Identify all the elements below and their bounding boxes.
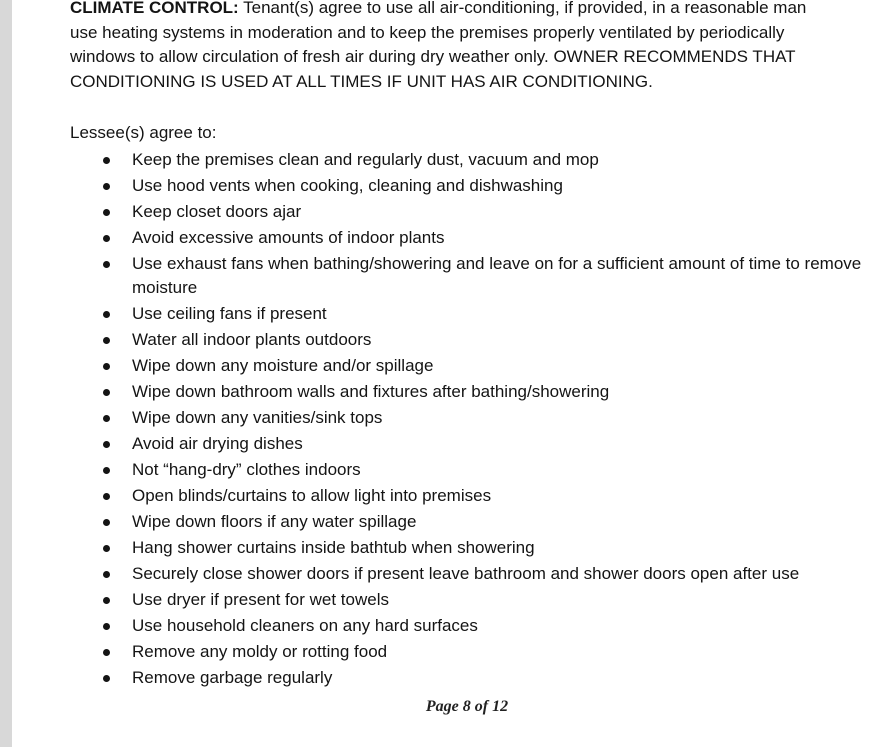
climate-control-heading: CLIMATE CONTROL: bbox=[70, 0, 239, 17]
list-item: Wipe down bathroom walls and fixtures after bathing/showering bbox=[70, 379, 870, 405]
bullet-icon bbox=[103, 183, 110, 190]
climate-control-paragraph bbox=[70, 0, 870, 94]
list-item: Securely close shower doors if present leave bathroom and shower doors open after use bbox=[70, 561, 870, 587]
document-page bbox=[12, 0, 870, 747]
page-footer bbox=[12, 698, 870, 716]
bullet-icon bbox=[103, 389, 110, 396]
bullet-icon bbox=[103, 519, 110, 526]
list-item: Hang shower curtains inside bathtub when showering bbox=[70, 535, 870, 561]
lessee-intro: Lessee(s) agree to: bbox=[70, 123, 217, 142]
list-item: Use hood vents when cooking, cleaning and dishwashing bbox=[70, 173, 870, 199]
list-item: Use household cleaners on any hard surfaces bbox=[70, 613, 870, 639]
paragraph-line-4: CONDITIONING IS USED AT ALL TIMES IF UNIT HAS AIR CONDITIONING. bbox=[70, 71, 653, 91]
bullet-icon bbox=[103, 311, 110, 318]
list-item: Keep the premises clean and regularly dust, vacuum and mop bbox=[70, 147, 870, 173]
list-item: Remove any moldy or rotting food bbox=[70, 639, 870, 665]
page-number: Page 8 of 12 bbox=[425, 698, 509, 715]
bullet-icon bbox=[103, 261, 110, 268]
lessee-obligations-list bbox=[70, 147, 870, 691]
list-item: Wipe down any moisture and/or spillage bbox=[70, 353, 870, 379]
list-item: Wipe down floors if any water spillage bbox=[70, 509, 870, 535]
paragraph-line-2: use heating systems in moderation and to keep the premises properly ventilated by periodically bbox=[70, 22, 785, 42]
list-item: Keep closet doors ajar bbox=[70, 199, 870, 225]
bullet-icon bbox=[103, 493, 110, 500]
bullet-icon bbox=[103, 235, 110, 242]
list-item: Water all indoor plants outdoors bbox=[70, 327, 870, 353]
list-item: Open blinds/curtains to allow light into premises bbox=[70, 483, 870, 509]
bullet-icon bbox=[103, 597, 110, 604]
bullet-icon bbox=[103, 675, 110, 682]
list-item: Avoid excessive amounts of indoor plants bbox=[70, 225, 870, 251]
bullet-icon bbox=[103, 415, 110, 422]
bullet-icon bbox=[103, 649, 110, 656]
paragraph-line-3: windows to allow circulation of fresh air during dry weather only. OWNER RECOMMENDS THAT bbox=[70, 47, 796, 66]
list-item: Wipe down any vanities/sink tops bbox=[70, 405, 870, 431]
paragraph-line bbox=[70, 0, 870, 21]
bullet-icon bbox=[103, 441, 110, 448]
list-item: Use ceiling fans if present bbox=[70, 301, 870, 327]
bullet-icon bbox=[103, 363, 110, 370]
list-item: Use dryer if present for wet towels bbox=[70, 587, 870, 613]
bullet-icon bbox=[103, 545, 110, 552]
list-item: Avoid air drying dishes bbox=[70, 431, 870, 457]
bullet-icon bbox=[103, 209, 110, 216]
bullet-icon bbox=[103, 467, 110, 474]
bullet-icon bbox=[103, 623, 110, 630]
page-edge bbox=[0, 0, 12, 747]
bullet-icon bbox=[103, 571, 110, 578]
list-item: Remove garbage regularly bbox=[70, 665, 870, 691]
bullet-icon bbox=[103, 157, 110, 164]
bullet-icon bbox=[103, 337, 110, 344]
list-item: Not “hang-dry” clothes indoors bbox=[70, 457, 870, 483]
paragraph-line-1-text: Tenant(s) agree to use all air-conditioning, if provided, in a reasonable man bbox=[238, 0, 807, 17]
list-item: Use exhaust fans when bathing/showering and leave on for a sufficient amount of time to remove moisture bbox=[70, 251, 870, 301]
